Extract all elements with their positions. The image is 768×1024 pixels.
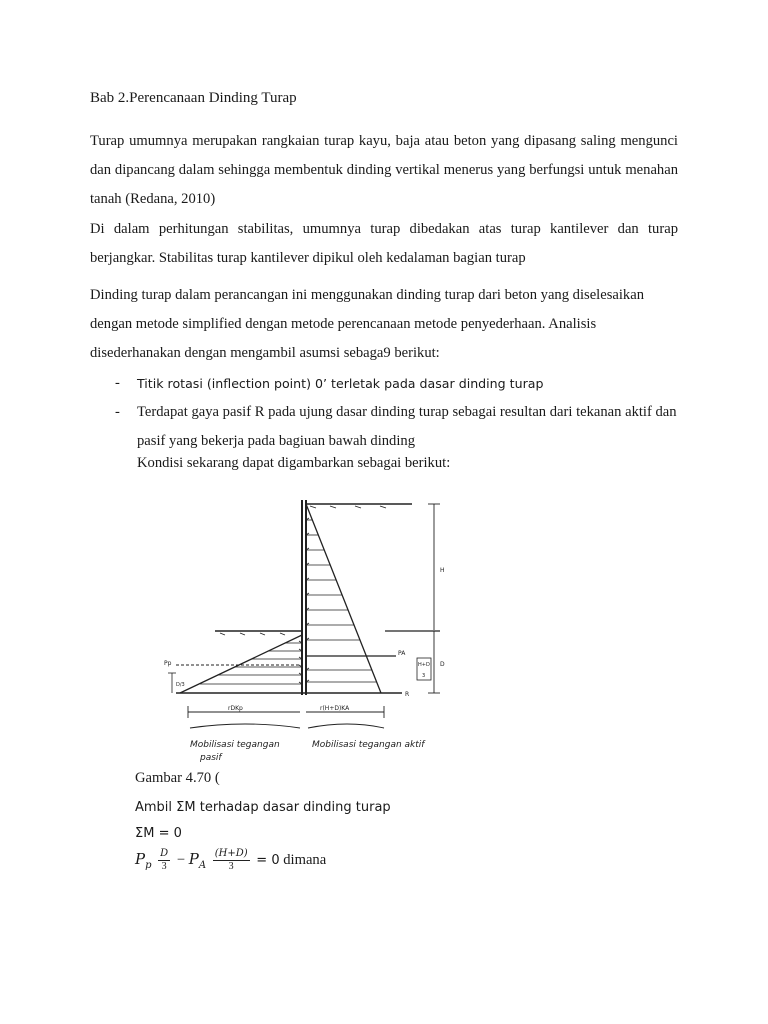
eq-pp: P [135, 849, 146, 868]
figure-caption: Gambar 4.70 ( [135, 770, 220, 786]
label-h: H [440, 567, 445, 574]
dredge-hatch [220, 633, 285, 635]
label-right-dimension: r(H+D)KA [320, 705, 350, 712]
active-pressure-line [306, 504, 381, 693]
handwriting-active: Mobilisasi tegangan aktif [312, 740, 425, 750]
eq-frac2-num: (H+D) [214, 848, 248, 859]
section-heading: Bab 2.Perencanaan Dinding Turap [90, 90, 297, 106]
paragraph-stability: Di dalam perhitungan stabilitas, umumnya turap dibedakan atas turap kantilever dan turap berjangkar. Stabilitas turap kantilever dipikul oleh kedalaman bagian turap [90, 221, 678, 266]
brace-left [190, 724, 300, 728]
handwriting-passive-1: Mobilisasi tegangan [190, 740, 280, 750]
eq-pa-sub: A [198, 859, 207, 871]
eq-fraction-d3 [158, 848, 170, 873]
ground-hatch-top [310, 506, 386, 508]
label-left-dimension: rDKp [228, 705, 243, 712]
handwriting-passive-2: pasif [200, 753, 222, 763]
label-pp: Pp [164, 660, 172, 667]
eq-frac2-den: 3 [228, 861, 234, 872]
brace-right [308, 724, 384, 728]
eq-pa: P [188, 849, 199, 868]
eq-frac1-num: D [160, 848, 169, 859]
label-pa: PA [398, 650, 406, 657]
equilibrium-equation [135, 848, 395, 888]
bullet-text-passive-force: Terdapat gaya pasif R pada ujung dasar dinding turap sebagai resultan dari tekanan aktif dan pasif yang bekerja pada bagiuan bawah dinding [137, 404, 677, 449]
paragraph-definition: Turap umumnya merupakan rangkaian turap kayu, baja atau beton yang dipasang saling mengunci dan dipancang dalam sehingga membentuk dinding vertikal menerus yang berfungsi untuk menahan tanah (Redana, 2010) [90, 133, 678, 207]
sheet-pile-pressure-diagram [140, 490, 460, 765]
eq-minus: − [176, 851, 186, 868]
bullet-dash: - [115, 404, 120, 420]
sum-moment-equation: ΣM = 0 [135, 826, 182, 841]
eq-tail: dimana [283, 851, 327, 868]
eq-pp-sub: p [145, 859, 152, 871]
label-hd3-bot: 3 [422, 673, 426, 679]
paragraph-method: Dinding turap dalam perancangan ini menggunakan dinding turap dari beton yang diselesaikan dengan metode simplified dengan metode perencanaan metode penyederhaan. Analisis disederhanakan dengan mengambil asumsi sebaga9 berikut: [90, 287, 644, 361]
bullet-text-rotation: Titik rotasi (inflection point) 0’ terletak pada dasar dinding turap [137, 376, 544, 391]
eq-fraction-hd3 [213, 848, 250, 873]
eq-rhs: = 0 [256, 852, 280, 868]
figure-intro: Kondisi sekarang dapat digambarkan sebagai berikut: [137, 455, 451, 471]
eq-frac1-den: 3 [161, 861, 167, 872]
label-r: R [405, 691, 410, 698]
label-hd3-top: H+D [418, 662, 430, 668]
moment-statement: Ambil ΣM terhadap dasar dinding turap [135, 800, 391, 815]
bullet-dash: - [115, 375, 120, 391]
label-d: D [440, 661, 445, 668]
label-d3: D/3 [176, 682, 185, 688]
passive-arrows [200, 641, 302, 684]
